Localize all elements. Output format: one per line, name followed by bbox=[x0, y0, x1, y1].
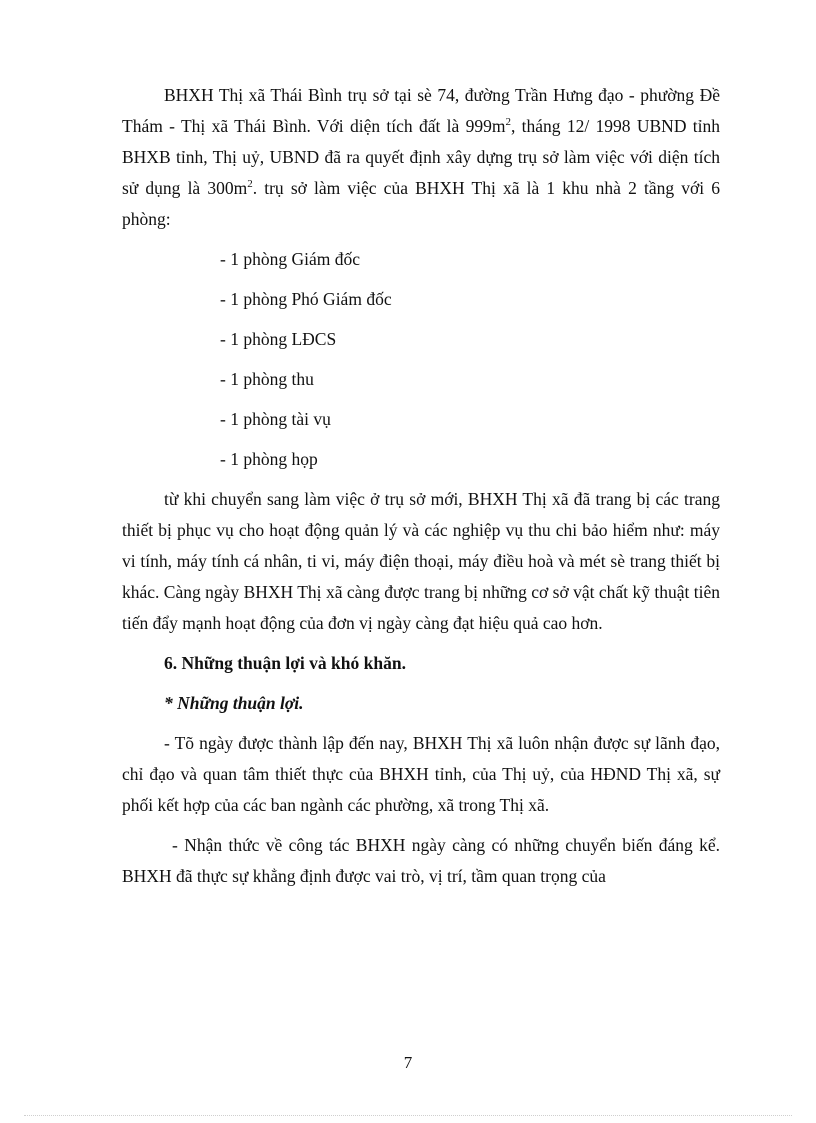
room-list bbox=[122, 244, 720, 475]
paragraph-advantage-2: - Nhận thức về công tác BHXH ngày càng có những chuyển biến đáng kể. BHXH đã thực sự khẳng định được vai trò, vị trí, tầm quan trọng của bbox=[122, 835, 720, 886]
list-item: - 1 phòng LĐCS bbox=[220, 329, 337, 349]
paragraph-office-location bbox=[122, 80, 720, 235]
paragraph-text: BHXH Thị xã Thái Bình trụ sở tại sè 74, đường Trần Hưng đạo - phường Đề Thám - Thị xã Thái Bình. Với diện tích đất là 999m bbox=[122, 85, 720, 136]
list-item: - 1 phòng tài vụ bbox=[220, 409, 331, 429]
paragraph-text: , tháng 12/ 1998 UBND tỉnh BHXB tỉnh, Thị uỷ, UBND đã ra quyết định xây dựng trụ sở làm việc với diện tích sử dụng là 300m bbox=[122, 116, 720, 198]
superscript: 2 bbox=[247, 178, 253, 191]
list-item: - 1 phòng Giám đốc bbox=[220, 249, 360, 269]
list-item: - 1 phòng thu bbox=[220, 369, 314, 389]
paragraph-equipment: từ khi chuyển sang làm việc ở trụ sở mới, BHXH Thị xã đã trang bị các trang thiết bị phục vụ cho hoạt động quản lý và các nghiệp vụ thu chi bảo hiểm như: máy vi tính, máy tính cá nhân, ti vi, máy điện thoại, máy điều hoà và mét sè trang thiết bị khác. Càng ngày BHXH Thị xã càng được trang bị những cơ sở vật chất kỹ thuật tiên tiến đẩy mạnh hoạt động của đơn vị ngày càng đạt hiệu quả cao hơn. bbox=[122, 489, 720, 633]
list-item: - 1 phòng họp bbox=[220, 449, 318, 469]
superscript: 2 bbox=[505, 116, 511, 129]
page-number: 7 bbox=[403, 1053, 413, 1072]
section-heading: 6. Những thuận lợi và khó khăn. bbox=[164, 653, 406, 673]
subsection-heading: * Những thuận lợi. bbox=[164, 693, 304, 713]
page-bottom-divider bbox=[24, 1115, 792, 1116]
page-content bbox=[122, 80, 720, 901]
list-item: - 1 phòng Phó Giám đốc bbox=[220, 289, 392, 309]
paragraph-text: . trụ sở làm việc của BHXH Thị xã là 1 khu nhà 2 tầng với 6 phòng: bbox=[122, 178, 720, 229]
paragraph-advantage-1: - Tõ ngày được thành lập đến nay, BHXH Thị xã luôn nhận được sự lãnh đạo, chỉ đạo và quan tâm thiết thực của BHXH tỉnh, của Thị uỷ, của HĐND Thị xã, sự phối kết hợp của các ban ngành các phường, xã trong Thị xã. bbox=[122, 733, 720, 815]
